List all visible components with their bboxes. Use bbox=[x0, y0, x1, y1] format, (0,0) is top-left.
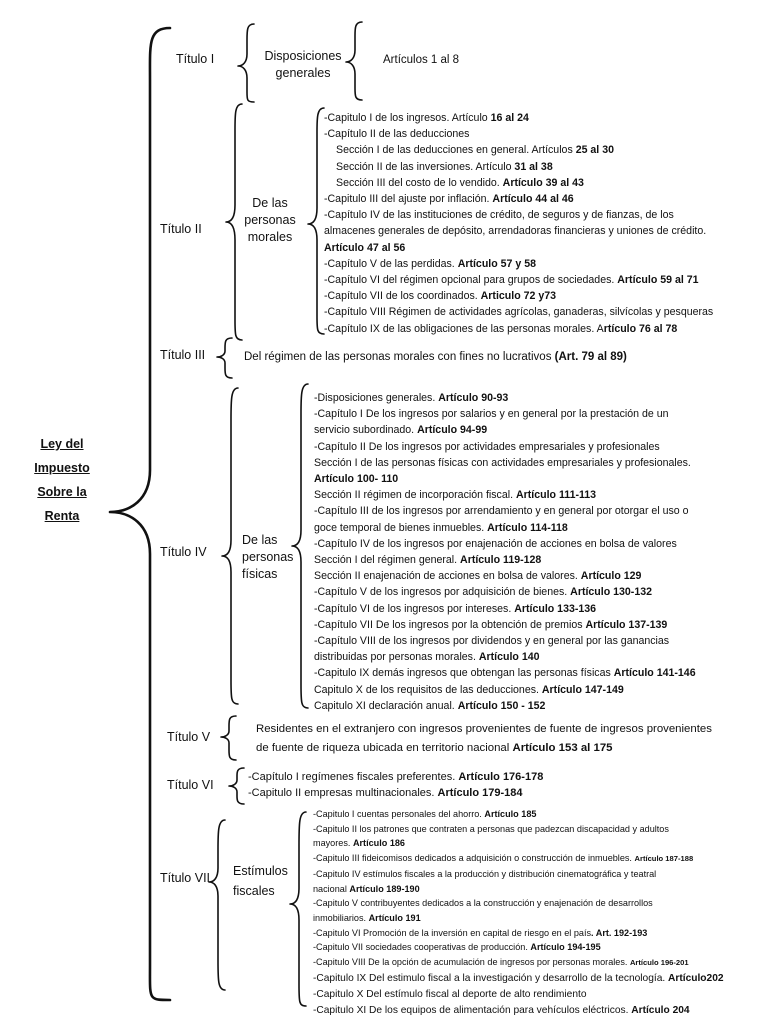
titulo-vii: Título VII bbox=[160, 871, 211, 885]
root-line: Renta bbox=[44, 509, 80, 523]
list-item: -Capítulo IV de las instituciones de crédito, de seguros y de fianzas, de los bbox=[324, 209, 674, 222]
root-label bbox=[18, 432, 106, 528]
list-item: -Capitulo IV estímulos fiscales a la producción y distribución cinematográfica y teatral bbox=[313, 868, 657, 879]
list-item: -Capítulo I De los ingresos por salarios y en general por la prestación de un bbox=[314, 408, 669, 421]
t5-line: Residentes en el extranjero con ingresos provenientes de fuente de ingresos provenientes bbox=[256, 723, 712, 735]
t6-brace bbox=[229, 768, 244, 804]
list-item: servicio subordinado. Artículo 94-99 bbox=[314, 424, 488, 437]
t1-right-brace bbox=[346, 22, 362, 100]
list-item: inmobiliarios. Artículo 191 bbox=[313, 912, 421, 923]
list-item: -Capitulo X Del estímulo fiscal al deporte de alto rendimiento bbox=[313, 988, 587, 1000]
t3-articles: (Art. 79 al 89) bbox=[554, 351, 627, 363]
titulo-ii: Título II bbox=[160, 222, 202, 236]
titulo-iv: Título IV bbox=[160, 545, 207, 559]
list-item: Sección I de las personas físicas con actividades empresariales y profesionales. bbox=[314, 456, 691, 469]
list-item: -Capitulo XI De los equipos de alimentación para vehículos eléctricos. Artículo 204 bbox=[313, 1004, 690, 1016]
list-item: -Capítulo VI de los ingresos por intereses. Artículo 133-136 bbox=[314, 602, 597, 615]
t2-category-line: De las bbox=[252, 196, 288, 210]
titulo-iii: Título III bbox=[160, 348, 206, 362]
t7-left-brace bbox=[209, 820, 225, 990]
list-item: -Disposiciones generales. Artículo 90-93 bbox=[314, 392, 509, 404]
t2-list bbox=[324, 110, 713, 337]
t2-category bbox=[240, 195, 300, 246]
list-item: mayores. Artículo 186 bbox=[313, 838, 405, 849]
list-item: -Capítulo VI del régimen opcional para grupos de sociedades. Artículo 59 al 71 bbox=[324, 274, 699, 287]
list-item: Sección II régimen de incorporación fiscal. Artículo 111-113 bbox=[314, 489, 597, 502]
list-item: Capitulo X de los requisitos de las deducciones. Artículo 147-149 bbox=[314, 683, 624, 696]
titulo-i: Título I bbox=[176, 52, 215, 66]
titulo-v: Título V bbox=[167, 730, 211, 744]
list-item: -Capitulo VIII De la opción de acumulación de ingresos por personas morales. Artículo 196-201 bbox=[313, 957, 689, 968]
list-item: Sección III del costo de lo vendido. Artículo 39 al 43 bbox=[336, 176, 584, 189]
list-item: Capitulo XI declaración anual. Artículo 150 - 152 bbox=[314, 699, 546, 712]
list-item: -Capitulo IX demás ingresos que obtengan las personas físicas Artículo 141-146 bbox=[314, 667, 696, 680]
list-item: -Capítulo V de las perdidas. Artículo 57 y 58 bbox=[324, 257, 536, 270]
list-item: -Capítulo II De los ingresos por actividades empresariales y profesionales bbox=[314, 440, 660, 453]
t1-category bbox=[258, 48, 348, 82]
list-item: -Capitulo VI Promoción de la inversión en capital de riesgo en el país. Art. 192-193 bbox=[313, 927, 648, 938]
list-item: -Capitulo III del ajuste por inflación. Artículo 44 al 46 bbox=[324, 193, 574, 206]
t5-brace bbox=[221, 716, 236, 760]
list-item: -Capítulo VII de los coordinados. Articulo 72 y73 bbox=[324, 290, 557, 303]
t3-text: Del régimen de las personas morales con fines no lucrativos bbox=[244, 351, 555, 363]
list-item: -Capítulo IX de las obligaciones de las personas morales. Artículo 76 al 78 bbox=[324, 322, 678, 335]
t4-left-brace bbox=[222, 388, 238, 704]
list-item: -Capitulo I de los ingresos. Artículo 16 al 24 bbox=[324, 112, 529, 124]
list-item: -Capítulo IV de los ingresos por enajenación de acciones en bolsa de valores bbox=[314, 537, 677, 550]
t3-brace bbox=[217, 338, 232, 378]
t5-leaf bbox=[256, 720, 712, 758]
t2-right-brace bbox=[308, 108, 324, 334]
t4-category bbox=[242, 532, 302, 583]
list-item: nacional Artículo 189-190 bbox=[313, 883, 420, 894]
t7-category-line: fiscales bbox=[233, 884, 275, 898]
list-item: -Capitulo IX Del estimulo fiscal a la investigación y desarrollo de la tecnología. Artículo202 bbox=[313, 972, 724, 984]
list-item: -Capitulo V contribuyentes dedicados a la construcción y enajenación de desarrollos bbox=[313, 898, 653, 909]
t2-category-line: personas bbox=[244, 213, 296, 227]
list-item: -Capitulo III fideicomisos dedicados a adquisición o construcción de inmuebles. Artículo 187-188 bbox=[313, 853, 694, 864]
t7-right-brace bbox=[290, 812, 306, 1006]
root-line: Ley del bbox=[40, 437, 84, 451]
list-item: goce temporal de bienes inmuebles. Artículo 114-118 bbox=[314, 521, 568, 534]
t4-category-line: personas bbox=[242, 550, 294, 564]
t5-line: de fuente de riqueza ubicada en territorio nacional Artículo 153 al 175 bbox=[256, 742, 613, 754]
list-item: -Capítulo II de las deducciones bbox=[324, 128, 470, 141]
list-item: -Capitulo I cuentas personales del ahorro. Artículo 185 bbox=[313, 809, 537, 819]
titulo-vi: Título VI bbox=[167, 778, 214, 792]
t4-category-line: De las bbox=[242, 533, 278, 547]
t1-category-line: Disposiciones bbox=[264, 49, 342, 63]
list-item: distribuidas por personas morales. Artículo 140 bbox=[314, 651, 540, 664]
root-line: Sobre la bbox=[37, 485, 87, 499]
list-item: -Capitulo VII sociedades cooperativas de producción. Artículo 194-195 bbox=[313, 942, 601, 953]
list-item: -Capítulo V de los ingresos por adquisición de bienes. Artículo 130-132 bbox=[314, 586, 653, 599]
list-item: -Capitulo II los patrones que contraten a personas que padezcan discapacidad y adultos bbox=[313, 823, 669, 834]
list-item: almacenes generales de depósito, arrendadoras financieras y uniones de crédito. bbox=[324, 225, 707, 238]
list-item: Sección II de las inversiones. Artículo 31 al 38 bbox=[336, 160, 553, 173]
t1-leaf: Artículos 1 al 8 bbox=[383, 54, 460, 66]
list-item: -Capítulo III de los ingresos por arrendamiento y en general por otorgar el uso o bbox=[314, 505, 689, 518]
t2-category-line: morales bbox=[247, 230, 293, 244]
list-item: -Capítulo I regímenes fiscales preferentes. Artículo 176-178 bbox=[248, 771, 544, 783]
list-item: -Capítulo VIII de los ingresos por dividendos y en general por las ganancias bbox=[314, 635, 670, 648]
t7-category bbox=[233, 861, 299, 901]
t7-category-line: Estímulos bbox=[233, 864, 288, 878]
root-brace bbox=[110, 28, 170, 1000]
t1-left-brace bbox=[238, 24, 254, 102]
t1-category-line: generales bbox=[275, 66, 331, 80]
t3-leaf bbox=[244, 351, 627, 363]
list-item: -Capítulo VIII Régimen de actividades agrícolas, ganaderas, silvícolas y pesqueras bbox=[324, 306, 714, 319]
t4-list bbox=[314, 390, 696, 714]
list-item: Sección I de las deducciones en general. Artículos 25 al 30 bbox=[336, 144, 614, 157]
list-item: Sección I del régimen general. Artículo 119-128 bbox=[314, 554, 542, 567]
t4-category-line: físicas bbox=[242, 567, 278, 581]
root-line: Impuesto bbox=[34, 461, 90, 475]
list-item: Sección II enajenación de acciones en bolsa de valores. Artículo 129 bbox=[314, 570, 642, 583]
t6-list bbox=[248, 769, 543, 801]
list-item: -Capitulo II empresas multinacionales. Artículo 179-184 bbox=[248, 787, 523, 799]
list-item: Artículo 47 al 56 bbox=[324, 241, 406, 254]
t7-list bbox=[313, 807, 724, 1019]
list-item: Artículo 100- 110 bbox=[314, 473, 399, 486]
list-item: -Capítulo VII De los ingresos por la obtención de premios Artículo 137-139 bbox=[314, 618, 668, 631]
